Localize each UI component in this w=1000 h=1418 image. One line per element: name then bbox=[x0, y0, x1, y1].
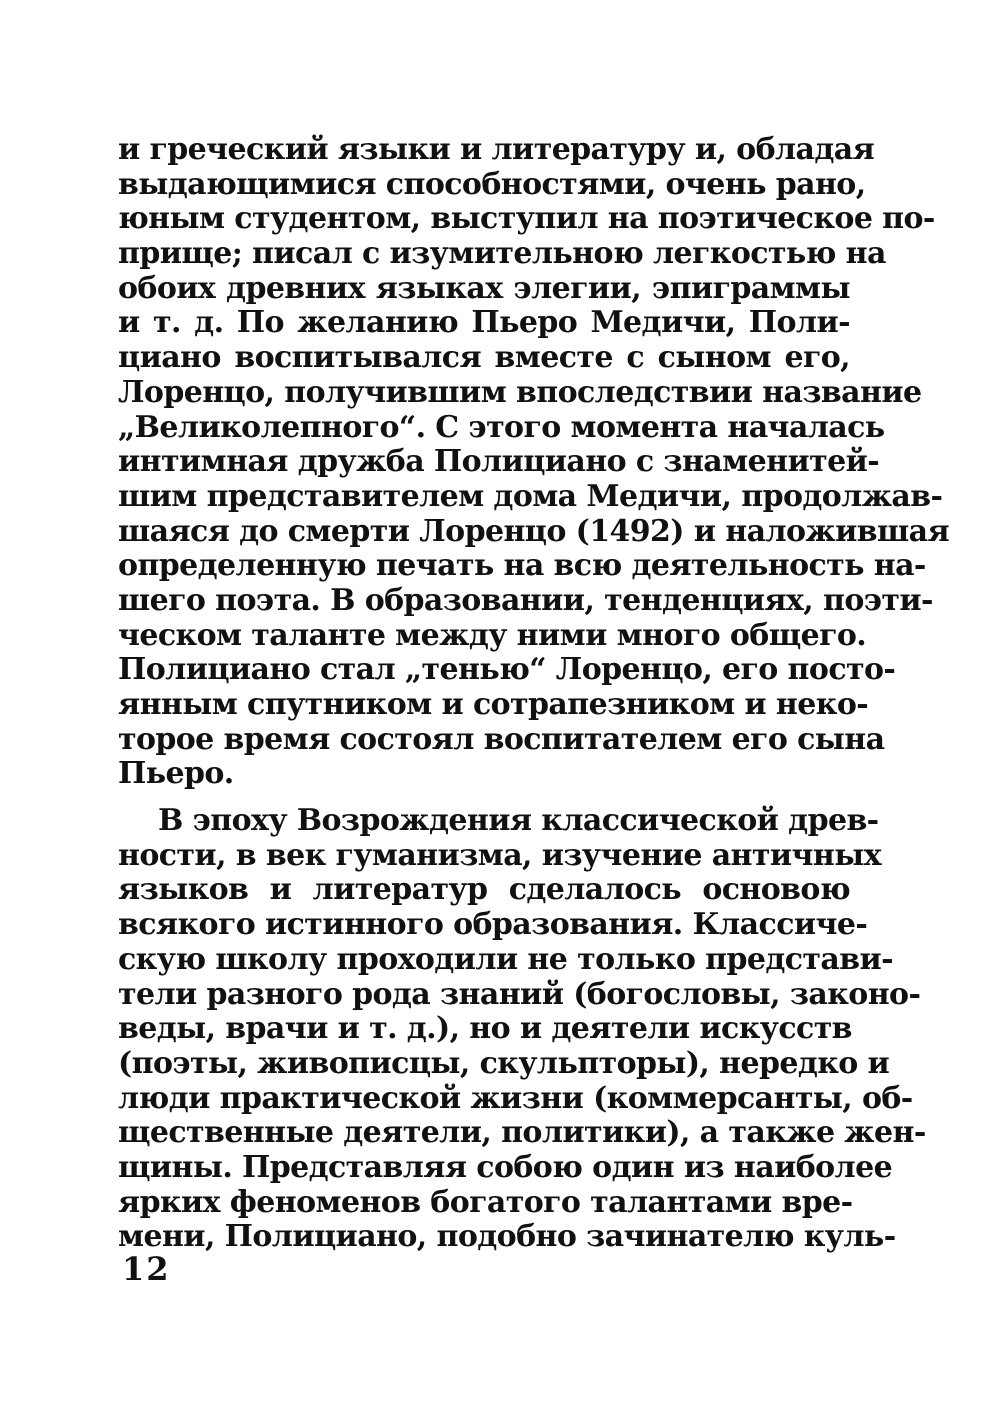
text-line: (поэты, живописцы, скульпторы), нередко и bbox=[118, 1045, 890, 1081]
text-line: шего поэта. В образовании, тенденциях, поэти- bbox=[118, 582, 933, 618]
text-line: языков и литератур сделалось основою bbox=[118, 872, 850, 908]
page-number: 12 bbox=[122, 1250, 171, 1288]
text-line: ярких феноменов богатого талантами вре- bbox=[118, 1184, 853, 1220]
text-line: тели разного рода знаний (богословы, законо- bbox=[118, 976, 921, 1012]
text-line: щины. Представляя собою один из наиболее bbox=[118, 1149, 893, 1185]
paragraph-1 bbox=[118, 132, 950, 792]
text-line: Полициано стал „тенью“ Лоренцо, его посто- bbox=[118, 652, 896, 688]
text-line: щественные деятели, политики), а также жен- bbox=[118, 1115, 926, 1151]
text-line: ческом таланте между ними много общего. bbox=[118, 617, 867, 653]
text-line: В эпоху Возрождения классической древ- bbox=[158, 803, 879, 839]
paragraph-2 bbox=[118, 803, 926, 1255]
text-line: всякого истинного образования. Классиче- bbox=[118, 907, 868, 943]
text-line: интимная дружба Полициано с знаменитей- bbox=[118, 444, 880, 480]
text-line: определенную печать на всю деятельность на- bbox=[118, 548, 926, 584]
text-line: скую школу проходили не только представи- bbox=[118, 941, 893, 977]
text-line: прище; писал с изумительною легкостью на bbox=[118, 236, 886, 272]
text-line: шаяся до смерти Лоренцо (1492) и наложившая bbox=[118, 513, 950, 549]
text-line: мени, Полициано, подобно зачинателю куль- bbox=[118, 1219, 896, 1255]
text-line: люди практической жизни (коммерсанты, об- bbox=[118, 1080, 913, 1116]
text-line: янным спутником и сотрапезником и неко- bbox=[118, 687, 869, 722]
text-line: Лоренцо, получившим впоследствии название bbox=[118, 374, 922, 410]
text-line: юным студентом, выступил на поэтическое по- bbox=[118, 201, 935, 237]
text-line: „Великолепного“. С этого момента началась bbox=[118, 409, 885, 445]
text-line: обоих древних языках элегии, эпиграммы bbox=[118, 270, 850, 306]
text-line: Пьеро. bbox=[118, 756, 234, 792]
text-line: торое время состоял воспитателем его сына bbox=[118, 721, 885, 757]
text-block bbox=[118, 132, 950, 1255]
text-line: и т. д. По желанию Пьеро Медичи, Поли- bbox=[118, 305, 850, 341]
text-line: веды, врачи и т. д.), но и деятели искусств bbox=[118, 1011, 852, 1047]
text-line: циано воспитывался вместе с сыном его, bbox=[118, 340, 850, 376]
text-line: выдающимися способностями, очень рано, bbox=[118, 166, 866, 202]
text-line: и греческий языки и литературу и, обладая bbox=[118, 132, 875, 167]
text-line: ности, в век гуманизма, изучение античных bbox=[118, 837, 882, 873]
text-line: шим представителем дома Медичи, продолжав- bbox=[118, 478, 943, 514]
